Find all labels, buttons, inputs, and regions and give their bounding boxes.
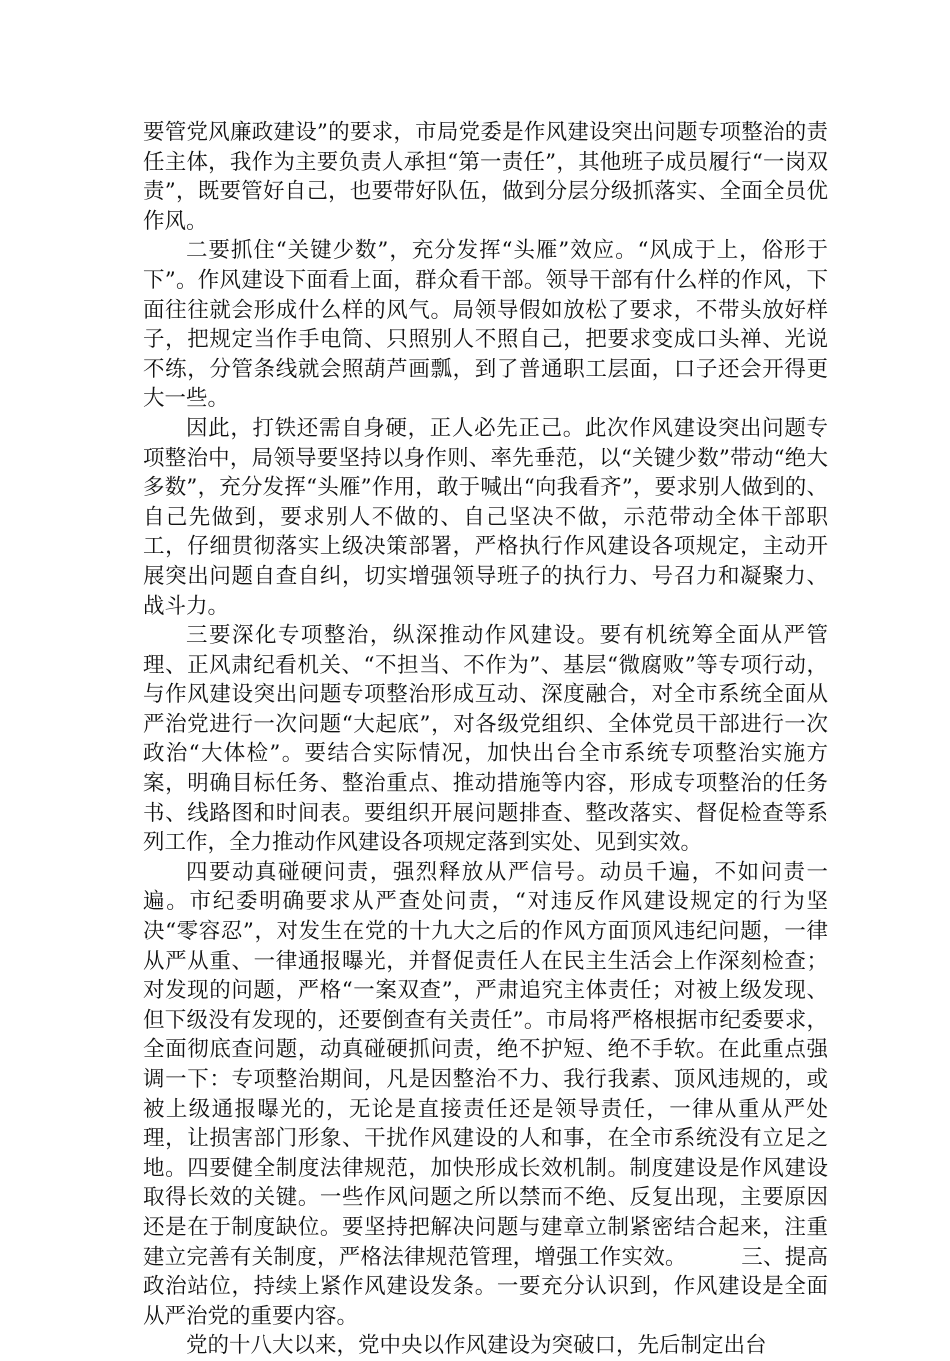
paragraph-5: 四要动真碰硬问责，强烈释放从严信号。动员千遍，不如问责一遍。市纪委明确要求从严查处问责，“对违反作风建设规定的行为坚决“零容忍”，对发生在党的十九大之后的作风方面顶风违纪问题，一律从严从重、一律通报曝光，并督促责任人在民主生活会上作深刻检查；对发现的问题，严格“一案双查”，严肃追究主体责任；对被上级发现、但下级没有发现的，还要倒查有关责任”。市局将严格根据市纪委要求，全面彻底查问题，动真碰硬抓问责，绝不护短、绝不手软。在此重点强调一下：专项整治期间，凡是因整治不力、我行我素、顶风违规的，或被上级通报曝光的，无论是直接责任还是领导责任，一律从重从严处理，让损害部门形象、干扰作风建设的人和事，在全市系统没有立足之地。四要健全制度法律规范，加快形成长效机制。制度建设是作风建设取得长效的关键。一些作风问题之所以禁而不绝、反复出现，主要原因还是在于制度缺位。要坚持把解决问题与建章立制紧密结合起来，注重建立完善有关制度，严格法律规范管理，增强工作实效。 三、提高政治站位，持续上紧作风建设发条。一要充分认识到，作风建设是全面从严治党的重要内容。: [143, 859, 828, 1329]
paragraph-4: 三要深化专项整治，纵深推动作风建设。要有机统筹全面从严管理、正风肃纪看机关、“不担当、不作为”、基层“微腐败”等专项行动，与作风建设突出问题专项整治形成互动、深度融合，对全市系统全面从严治党进行一次问题“大起底”，对各级党组织、全体党员干部进行一次政治“大体检”。要结合实际情况，加快出台全市系统专项整治实施方案，明确目标任务、整治重点、推动措施等内容，形成专项整治的任务书、线路图和时间表。要组织开展问题排查、整改落实、督促检查等系列工作，全力推动作风建设各项规定落到实处、见到实效。: [143, 623, 828, 856]
paragraph-2: 二要抓住“关键少数”，充分发挥“头雁”效应。“风成于上，俗形于下”。作风建设下面看上面，群众看干部。领导干部有什么样的作风，下面往往就会形成什么样的风气。局领导假如放松了要求，不带头放好样子，把规定当作手电筒、只照别人不照自己，把要求变成口头禅、光说不练，分管条线就会照葫芦画瓢，到了普通职工层面，口子还会开得更大一些。: [143, 238, 828, 412]
paragraph-6: 党的十八大以来，党中央以作风建设为突破口，先后制定出台: [186, 1333, 767, 1359]
paragraph-1: 要管党风廉政建设”的要求，市局党委是作风建设突出问题专项整治的责任主体，我作为主要负责人承担“第一责任”，其他班子成员履行“一岗双责”，既要管好自己，也要带好队伍，做到分层分级抓落实、全面全员优作风。: [143, 120, 828, 234]
document-body: [143, 118, 828, 1361]
paragraph-3: 因此，打铁还需自身硬，正人必先正己。此次作风建设突出问题专项整治中，局领导要坚持以身作则、率先垂范，以“关键少数”带动“绝大多数”，充分发挥“头雁”作用，敢于喊出“向我看齐”，要求别人做到的、自己先做到，要求别人不做的、自己坚决不做，示范带动全体干部职工，仔细贯彻落实上级决策部署，严格执行作风建设各项规定，主动开展突出问题自查自纠，切实增强领导班子的执行力、号召力和凝聚力、战斗力。: [143, 415, 828, 619]
